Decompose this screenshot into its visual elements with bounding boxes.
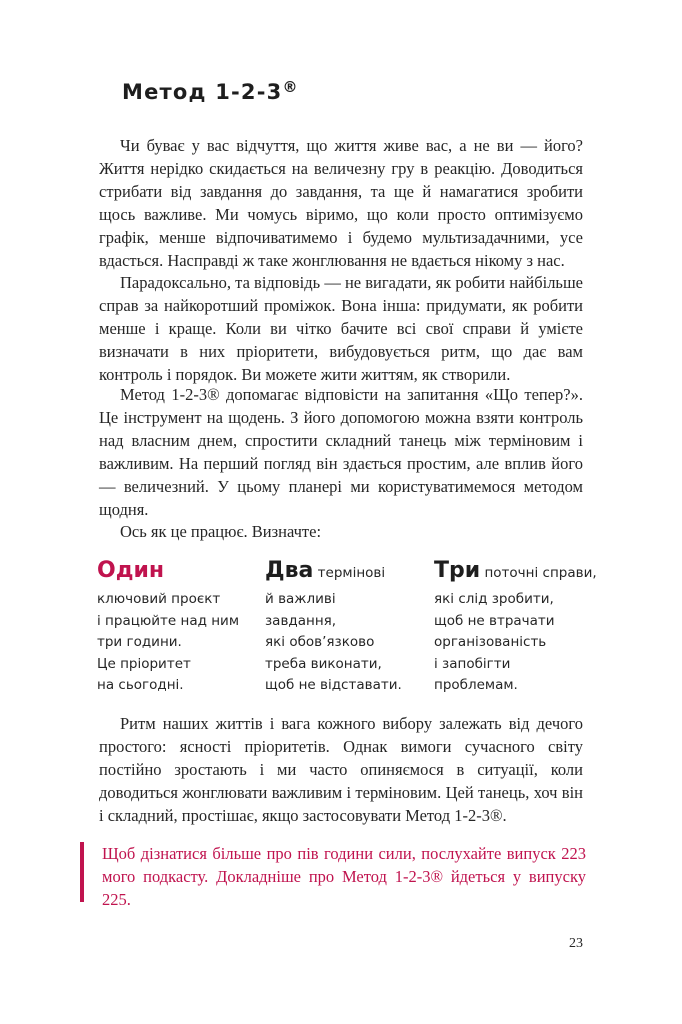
column-three-line: проблемам.: [434, 677, 518, 693]
column-three-heading: [434, 558, 604, 589]
paragraph-paradox: Парадоксально, та відповідь — не вигадати, як робити найбільше справ за найкоротший проміжок. Вона інша: придумати, як робити менше і краще. Коли ви чітко бачите всі свої справи й умієте визначати в них пріоритети, вибудовується ритм, що дає вам контроль і порядок. Ви можете жити життям, як створили.: [99, 273, 583, 384]
column-two-line: щоб не відставати.: [265, 677, 402, 693]
paragraph-intro: Чи буває у вас відчуття, що життя живе вас, а не ви — його? Життя нерідко скидається на величезну гру в реакцію. Доводиться стрибати від завдання до завдання, та ще й намагатися зробити щось важливе. Ми чомусь віримо, що коли просто оптимізуємо графік, менше відпочиватимемо і будемо мультизадачними, усе вдасться. Насправді ж таке жонглювання не вдається нікому з нас.: [99, 136, 583, 270]
column-three-line: які слід зробити,: [434, 591, 554, 607]
column-three-line: щоб не втрачати: [434, 612, 555, 629]
column-two-word: Два: [265, 558, 314, 583]
page-number: 23: [569, 936, 583, 951]
column-three-heading-rest: поточні справи,: [480, 565, 597, 581]
column-one-line: і працюйте над ним: [97, 612, 240, 629]
column-two-line: завдання,: [265, 612, 337, 629]
column-one-word: Один: [97, 558, 165, 583]
column-two-line: треба виконати,: [265, 655, 382, 672]
column-two-heading: [265, 558, 435, 589]
column-two-line: які обов’язково: [265, 634, 375, 650]
column-one-line: на сьогодні.: [97, 677, 184, 693]
column-two-heading-rest: термінові: [313, 565, 386, 581]
column-one-heading: [97, 558, 267, 589]
paragraph-method: Метод 1-2-3® допомагає відповісти на запитання «Що тепер?». Це інструмент на щодень. З його допомогою можна взяти контроль над власним днем, спростити складний танець між терміновим і важливим. На перший погляд він здається простим, але вплив його — величезний. У цьому планері ми користуватимемося методом щодня.: [99, 385, 583, 519]
column-one: [97, 558, 267, 697]
page-title: [122, 78, 299, 104]
paragraph-how-it-works: Ось як це працює. Визначте:: [120, 522, 322, 541]
paragraph-rhythm: Ритм наших життів і вага кожного вибору залежать від дечого простого: ясності пріоритетів. Однак вимоги сучасного світу постійно зростають і ми часто опиняємося в ситуації, коли доводиться жонглювати важливим і терміновим. Цей танець, хоч він і складний, простішає, якщо застосовувати Метод 1-2-3®.: [99, 714, 583, 825]
registered-mark: ®: [282, 78, 299, 96]
column-one-line: Це пріоритет: [97, 655, 191, 672]
column-one-line: три години.: [97, 634, 182, 650]
column-two: [265, 558, 435, 697]
column-three-line: організованість: [434, 634, 547, 650]
callout-text: Щоб дізнатися більше про пів години сили, послухайте випуск 223 мого подкасту. Докладніше про Метод 1-2-3® йдеться у випуску 225.: [102, 844, 586, 909]
column-one-line: ключовий проєкт: [97, 591, 221, 607]
page-title-text: Метод 1-2-3: [122, 80, 283, 104]
callout-accent-bar: [80, 842, 84, 902]
column-two-line: й важливі: [265, 591, 336, 607]
column-three-word: Три: [434, 558, 481, 583]
column-three: [434, 558, 604, 697]
column-three-line: і запобігти: [434, 655, 511, 672]
